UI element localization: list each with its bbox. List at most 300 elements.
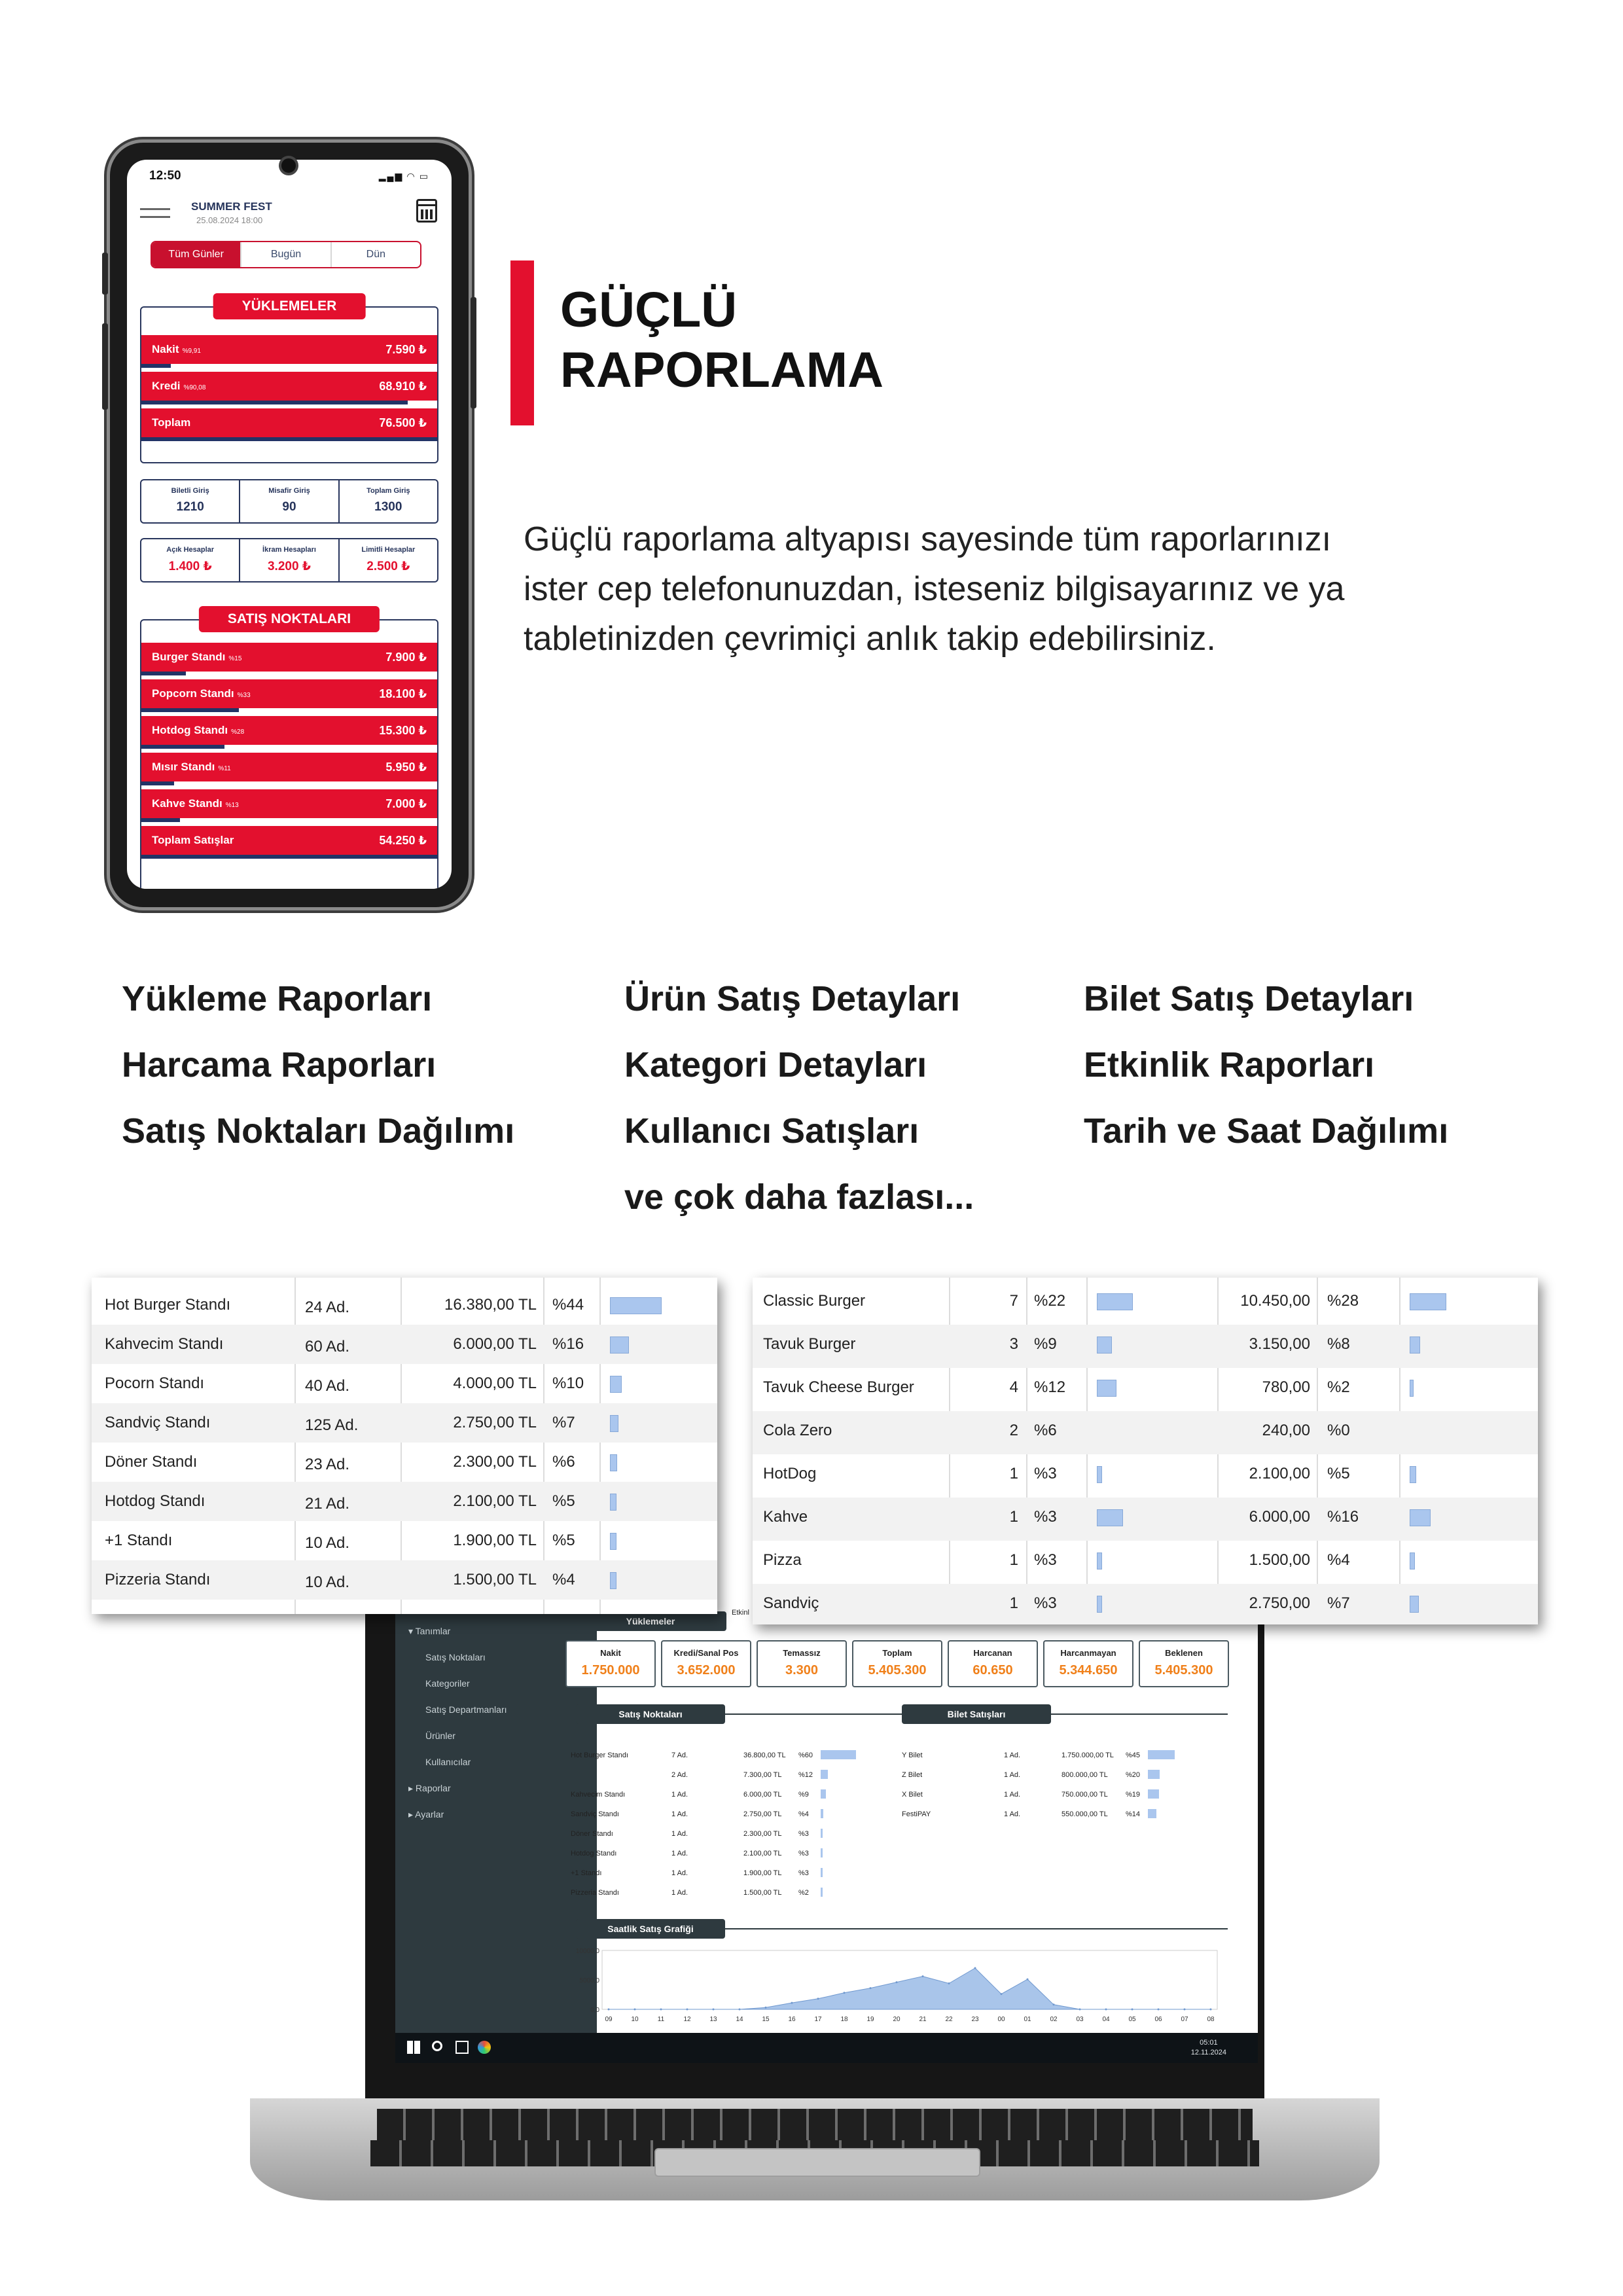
feature-item: Etkinlik Raporları — [1084, 1045, 1375, 1085]
row-qty-percent: %22 — [1034, 1292, 1066, 1310]
mini-share-bar — [821, 1868, 823, 1877]
stat-label: Toplam Giriş — [366, 487, 410, 495]
heading-line-2: RAPORLAMA — [560, 342, 883, 398]
row-name: Kahve — [763, 1508, 808, 1526]
x-tick-label: 22 — [945, 2016, 953, 2023]
sidebar-item[interactable]: ▸ Raporlar — [408, 1783, 451, 1793]
stat-label: Misafir Giriş — [268, 487, 310, 495]
stat-label: Açık Hesaplar — [166, 546, 215, 554]
row-percent: %5 — [552, 1492, 575, 1510]
row-label — [152, 380, 205, 393]
row-value: 7.000 ₺ — [385, 797, 427, 810]
stat-value: 1.400 ₺ — [168, 560, 212, 573]
row-percent: %9,91 — [182, 348, 201, 355]
mini-share-bar — [1148, 1809, 1156, 1818]
row-percent: %28 — [231, 728, 245, 736]
row-amount: 1.900,00 TL — [453, 1532, 537, 1549]
row-amount-percent: %5 — [1327, 1465, 1350, 1482]
mini-name: Y Bilet — [902, 1751, 923, 1759]
x-tick-label: 04 — [1102, 2016, 1110, 2023]
task-view-icon[interactable] — [455, 2041, 469, 2054]
row-name: Hot Burger Standı — [105, 1296, 231, 1314]
row-qty: 60 Ad. — [305, 1338, 350, 1355]
description: Güçlü raporlama altyapısı sayesinde tüm raporlarınızı ister cep telefonunuzdan, isteseniz bilgisayarınız ve ya tabletinizden çevrimiçi anlık takip edebilirsiniz. — [524, 520, 1345, 658]
kpi-card — [852, 1640, 942, 1687]
chart-point — [687, 2009, 688, 2011]
qty-share-bar — [1097, 1466, 1102, 1483]
x-tick-label: 21 — [919, 2016, 927, 2023]
event-tab[interactable]: Etkinl — [732, 1609, 749, 1617]
mini-qty: 1 Ad. — [671, 1889, 688, 1897]
kpi-label: Toplam — [882, 1648, 912, 1658]
row-name: Nakit — [152, 343, 179, 355]
loads-badge: YÜKLEMELER — [213, 293, 366, 319]
feature-item: Ürün Satış Detayları — [624, 979, 961, 1018]
amount-share-bar — [1410, 1552, 1415, 1570]
row-label — [152, 834, 234, 847]
row-amount-percent: %2 — [1327, 1378, 1350, 1396]
report-row[interactable] — [141, 716, 437, 745]
row-share-bar — [141, 818, 180, 822]
kpi-card — [757, 1640, 847, 1687]
mini-amount: 36.800,00 TL — [743, 1751, 786, 1759]
chart-point — [948, 1982, 950, 1984]
mini-percent: %19 — [1126, 1791, 1141, 1799]
chart-point — [922, 1975, 924, 1977]
x-tick-label: 07 — [1181, 2016, 1188, 2023]
mini-qty: 1 Ad. — [1004, 1751, 1021, 1759]
row-amount: 240,00 — [1262, 1422, 1310, 1439]
report-row[interactable] — [141, 335, 437, 364]
report-row[interactable] — [141, 643, 437, 672]
table-row — [753, 1454, 1538, 1498]
row-share-bar — [610, 1297, 662, 1314]
x-tick-label: 09 — [605, 2016, 613, 2023]
feature-item: Harcama Raporları — [122, 1045, 437, 1085]
windows-start-icon[interactable] — [407, 2041, 420, 2054]
accent-bar — [510, 260, 534, 425]
chart-point — [1105, 2009, 1107, 2011]
taskbar — [395, 2033, 1258, 2063]
calendar-icon[interactable] — [416, 199, 437, 223]
chart-point — [1210, 2009, 1212, 2011]
row-amount-percent: %0 — [1327, 1422, 1350, 1439]
row-amount: 780,00 — [1262, 1378, 1310, 1396]
row-amount: 1.500,00 TL — [453, 1571, 537, 1588]
row-name: Pizza — [763, 1551, 802, 1569]
kpi-label: Nakit — [600, 1648, 621, 1658]
row-amount: 6.000,00 — [1249, 1508, 1310, 1526]
row-percent: %11 — [218, 765, 231, 772]
row-amount: 2.100,00 TL — [453, 1492, 537, 1510]
sales-panel — [140, 619, 438, 889]
x-tick-label: 15 — [762, 2016, 770, 2023]
chart-point — [739, 2009, 741, 2011]
row-name: Classic Burger — [763, 1292, 866, 1310]
x-tick-label: 10 — [631, 2016, 639, 2023]
row-label — [152, 797, 239, 810]
report-row[interactable] — [141, 753, 437, 781]
row-value: 68.910 ₺ — [379, 379, 427, 393]
row-share-bar — [141, 437, 437, 441]
taskbar-date: 12.11.2024 — [1190, 2049, 1226, 2056]
row-amount-percent: %4 — [1327, 1551, 1350, 1569]
table-row — [92, 1285, 717, 1325]
amount-share-bar — [1410, 1380, 1414, 1397]
mini-percent: %12 — [798, 1771, 813, 1779]
mini-qty: 1 Ad. — [671, 1850, 688, 1857]
row-amount-percent: %8 — [1327, 1335, 1350, 1353]
feature-item: ve çok daha fazlası... — [624, 1177, 974, 1217]
row-share-bar — [141, 364, 171, 368]
x-tick-label: 08 — [1207, 2016, 1215, 2023]
chart-point — [660, 2009, 662, 2011]
mini-amount: 750.000,00 TL — [1061, 1791, 1108, 1799]
row-percent: %4 — [552, 1571, 575, 1588]
row-qty: 10 Ad. — [305, 1573, 350, 1591]
row-label — [152, 724, 244, 737]
sidebar-item[interactable]: Kategoriler — [425, 1678, 470, 1689]
x-tick-label: 05 — [1128, 2016, 1136, 2023]
mini-name: Sandviç Standı — [571, 1810, 619, 1818]
row-share-bar — [141, 401, 408, 404]
mini-amount: 550.000,00 TL — [1061, 1810, 1108, 1818]
report-row[interactable] — [141, 408, 437, 437]
phone-volume-button — [102, 323, 108, 410]
row-name: Tavuk Cheese Burger — [763, 1378, 914, 1396]
mini-amount: 7.300,00 TL — [743, 1771, 782, 1779]
mini-percent: %3 — [798, 1850, 809, 1857]
feature-column-1 — [122, 966, 514, 1164]
row-percent: %5 — [552, 1532, 575, 1549]
mini-qty: 1 Ad. — [1004, 1771, 1021, 1779]
row-share-bar — [610, 1336, 629, 1354]
stat-value: 3.200 ₺ — [267, 560, 312, 573]
row-share-bar — [141, 781, 174, 785]
report-row[interactable] — [141, 826, 437, 855]
table-row — [92, 1403, 717, 1443]
y-tick-label: 10000,0 — [575, 1948, 599, 1955]
tab-today[interactable]: Bugün — [241, 242, 331, 267]
row-qty-percent: %6 — [1034, 1422, 1057, 1439]
row-amount: 3.150,00 — [1249, 1335, 1310, 1353]
browser-icon[interactable] — [478, 2041, 491, 2054]
table-row — [92, 1482, 717, 1521]
x-tick-label: 11 — [657, 2016, 665, 2023]
menu-icon[interactable] — [140, 208, 170, 224]
row-share-bar — [610, 1533, 616, 1550]
row-qty: 1 — [1009, 1508, 1018, 1526]
chart-point — [1027, 1979, 1029, 1981]
row-percent: %13 — [225, 802, 239, 809]
row-percent: %16 — [552, 1335, 584, 1353]
stat-label: Limitli Hesaplar — [361, 546, 416, 554]
mini-name: FestiPAY — [902, 1810, 931, 1818]
mini-percent: %2 — [798, 1889, 809, 1897]
row-value: 15.300 ₺ — [379, 723, 427, 737]
status-time: 12:50 — [149, 169, 181, 183]
mini-amount: 800.000,00 TL — [1061, 1771, 1108, 1779]
chart-point — [896, 1981, 898, 1983]
row-share-bar — [141, 672, 186, 675]
report-row[interactable] — [141, 789, 437, 818]
kpi-value: 5.405.300 — [868, 1663, 927, 1677]
search-icon[interactable] — [432, 2041, 442, 2051]
qty-share-bar — [1097, 1552, 1102, 1570]
app-header — [127, 194, 452, 236]
row-share-bar — [610, 1415, 618, 1432]
sales-points-title: Satış Noktaları — [576, 1704, 725, 1724]
row-name: Toplam Satışlar — [152, 834, 234, 846]
row-qty: 40 Ad. — [305, 1377, 350, 1395]
row-name: Popcorn Standı — [152, 687, 234, 700]
chart-point — [1132, 2009, 1133, 2011]
feature-item: Tarih ve Saat Dağılımı — [1084, 1111, 1449, 1151]
mini-share-bar — [821, 1848, 823, 1857]
chart-point — [1158, 2009, 1160, 2011]
mini-name: Döner Standı — [571, 1830, 613, 1838]
row-label — [152, 651, 241, 664]
y-tick-label: 0,0 — [590, 2007, 599, 2014]
chart-point — [608, 2009, 610, 2011]
stat-cell — [240, 480, 339, 522]
heading-line-1: GÜÇLÜ — [560, 282, 738, 338]
mini-percent: %9 — [798, 1791, 809, 1799]
x-tick-label: 20 — [893, 2016, 901, 2023]
row-qty: 1 — [1009, 1465, 1018, 1482]
row-name: +1 Standı — [105, 1532, 173, 1549]
row-share-bar — [610, 1572, 616, 1589]
tab-all-days[interactable]: Tüm Günler — [152, 242, 241, 267]
table-row — [92, 1364, 717, 1403]
mini-amount: 2.100,00 TL — [743, 1850, 782, 1857]
kpi-label: Kredi/Sanal Pos — [673, 1648, 739, 1658]
sales-badge: SATIŞ NOKTALARI — [199, 606, 380, 632]
chart-point — [1184, 2009, 1186, 2011]
mini-amount: 1.500,00 TL — [743, 1889, 782, 1897]
row-amount: 2.100,00 — [1249, 1465, 1310, 1482]
row-name: HotDog — [763, 1465, 817, 1482]
mini-share-bar — [1148, 1770, 1160, 1779]
page-heading — [560, 280, 883, 401]
y-tick-label: 5000,0 — [579, 1977, 599, 1984]
mini-name: X Bilet — [902, 1791, 923, 1799]
sidebar-item[interactable]: Ürünler — [425, 1731, 455, 1741]
row-share-bar — [610, 1454, 617, 1471]
row-qty: 1 — [1009, 1551, 1018, 1569]
account-stats — [140, 538, 438, 583]
row-qty: 21 Ad. — [305, 1495, 350, 1513]
sidebar-item[interactable]: Satış Noktaları — [425, 1652, 486, 1662]
stat-value: 1210 — [176, 500, 204, 514]
table-row — [92, 1443, 717, 1482]
stat-cell — [240, 539, 339, 581]
mini-percent: %3 — [798, 1830, 809, 1838]
mini-qty: 1 Ad. — [1004, 1791, 1021, 1799]
chart-point — [870, 1987, 872, 1989]
row-value: 5.950 ₺ — [385, 760, 427, 774]
report-row[interactable] — [141, 679, 437, 708]
stat-value: 90 — [282, 500, 296, 514]
row-share-bar — [610, 1494, 616, 1511]
stat-value: 2.500 ₺ — [366, 560, 410, 573]
stat-cell — [141, 480, 240, 522]
signal-wifi-battery-icon: ▂▄▆ ◠ ▭ — [378, 170, 429, 181]
row-name: Kahve Standı — [152, 797, 223, 810]
mini-percent: %60 — [798, 1751, 813, 1759]
row-qty: 24 Ad. — [305, 1299, 350, 1316]
qty-share-bar — [1097, 1336, 1112, 1354]
tab-yesterday[interactable]: Dün — [366, 249, 385, 260]
sidebar-item[interactable]: Kullanıcılar — [425, 1757, 471, 1767]
x-tick-label: 00 — [997, 2016, 1005, 2023]
row-percent: %33 — [237, 692, 251, 699]
chart-point — [1001, 1993, 1003, 1995]
mini-share-bar — [821, 1789, 826, 1799]
row-qty-percent: %12 — [1034, 1378, 1066, 1396]
kpi-card — [948, 1640, 1038, 1687]
row-qty-percent: %9 — [1034, 1335, 1057, 1353]
row-name: Kredi — [152, 380, 181, 392]
row-name: Döner Standı — [105, 1453, 198, 1471]
row-qty: 125 Ad. — [305, 1416, 359, 1434]
row-amount: 2.750,00 TL — [453, 1414, 537, 1431]
row-percent: %15 — [228, 655, 242, 662]
x-tick-label: 06 — [1154, 2016, 1162, 2023]
row-name: Tavuk Burger — [763, 1335, 856, 1353]
event-title: SUMMER FEST — [191, 200, 272, 213]
table-row — [753, 1584, 1538, 1624]
feature-column-3 — [1084, 966, 1448, 1164]
mini-amount: 1.750.000,00 TL — [1061, 1751, 1114, 1759]
mini-share-bar — [1148, 1750, 1175, 1759]
row-label — [152, 416, 190, 429]
stat-cell — [141, 539, 240, 581]
mini-qty: 1 Ad. — [671, 1791, 688, 1799]
x-tick-label: 23 — [971, 2016, 979, 2023]
x-tick-label: 18 — [840, 2016, 848, 2023]
feature-item: Kategori Detayları — [624, 1045, 927, 1085]
row-name: Toplam — [152, 416, 191, 429]
row-label — [152, 687, 251, 700]
qty-share-bar — [1097, 1380, 1116, 1397]
ticket-sales-title: Bilet Satışları — [902, 1704, 1051, 1724]
row-percent: %7 — [552, 1414, 575, 1431]
row-amount: 1.500,00 — [1249, 1551, 1310, 1569]
row-qty: 4 — [1009, 1378, 1018, 1396]
amount-share-bar — [1410, 1466, 1416, 1483]
mini-share-bar — [821, 1750, 856, 1759]
entry-stats — [140, 479, 438, 524]
mini-qty: 1 Ad. — [1004, 1810, 1021, 1818]
chart-point — [844, 1992, 846, 1994]
row-qty: 2 — [1009, 1422, 1018, 1439]
row-amount: 6.000,00 TL — [453, 1335, 537, 1353]
report-row[interactable] — [141, 372, 437, 401]
table-row — [753, 1325, 1538, 1368]
taskbar-clock — [1191, 2038, 1226, 2058]
x-tick-label: 12 — [683, 2016, 691, 2023]
chart-point — [713, 2009, 715, 2011]
row-name: Cola Zero — [763, 1422, 832, 1439]
mini-qty: 1 Ad. — [671, 1830, 688, 1838]
feature-item: Satış Noktaları Dağılımı — [122, 1111, 515, 1151]
row-qty-percent: %3 — [1034, 1551, 1057, 1569]
qty-share-bar — [1097, 1293, 1133, 1310]
chart-point — [1079, 2009, 1081, 2011]
x-tick-label: 17 — [814, 2016, 822, 2023]
table-row — [753, 1282, 1538, 1325]
row-qty: 3 — [1009, 1335, 1018, 1353]
x-tick-label: 19 — [866, 2016, 874, 2023]
sidebar-item[interactable]: Satış Departmanları — [425, 1704, 507, 1715]
kpi-card — [661, 1640, 751, 1687]
amount-share-bar — [1410, 1509, 1431, 1526]
mini-percent: %20 — [1126, 1771, 1141, 1779]
table-row — [753, 1368, 1538, 1411]
mini-qty: 1 Ad. — [671, 1810, 688, 1818]
mini-name: Hotdog Standı — [571, 1850, 617, 1857]
mini-amount: 1.900,00 TL — [743, 1869, 782, 1877]
mini-qty: 2 Ad. — [671, 1771, 688, 1779]
sidebar-item[interactable]: ▾ Tanımlar — [408, 1626, 451, 1636]
feature-item: Bilet Satış Detayları — [1084, 979, 1414, 1018]
stat-label: İkram Hesapları — [262, 546, 316, 554]
row-share-bar — [141, 708, 239, 712]
kpi-value: 3.652.000 — [677, 1663, 736, 1677]
mini-name: Hot Burger Standı — [571, 1751, 629, 1759]
kpi-label: Harcanmayan — [1060, 1648, 1116, 1658]
row-qty: 23 Ad. — [305, 1456, 350, 1473]
mini-share-bar — [821, 1829, 823, 1838]
mini-qty: 1 Ad. — [671, 1869, 688, 1877]
mini-name: Z Bilet — [902, 1771, 923, 1779]
chart-point — [974, 1967, 976, 1969]
mini-percent: %4 — [798, 1810, 809, 1818]
mini-amount: 2.300,00 TL — [743, 1830, 782, 1838]
row-share-bar — [141, 745, 224, 749]
row-qty-percent: %3 — [1034, 1465, 1057, 1482]
table-row — [92, 1560, 717, 1600]
x-tick-label: 13 — [709, 2016, 717, 2023]
mini-percent: %14 — [1126, 1810, 1141, 1818]
kpi-card — [1043, 1640, 1133, 1687]
product-sales-table — [753, 1278, 1538, 1624]
x-tick-label: 02 — [1050, 2016, 1058, 2023]
row-amount-percent: %28 — [1327, 1292, 1359, 1310]
row-name: Pizzeria Standı — [105, 1571, 211, 1588]
mini-share-bar — [821, 1770, 828, 1779]
table-row — [753, 1498, 1538, 1541]
row-value: 7.590 ₺ — [385, 342, 427, 356]
kpi-value: 3.300 — [785, 1663, 819, 1677]
row-qty-percent: %3 — [1034, 1508, 1057, 1526]
chart-point — [634, 2009, 636, 2011]
amount-share-bar — [1410, 1293, 1446, 1310]
row-value: 18.100 ₺ — [379, 687, 427, 700]
table-row — [753, 1541, 1538, 1584]
row-percent: %90,08 — [183, 384, 206, 391]
feature-column-2 — [624, 966, 974, 1230]
sidebar-item[interactable]: ▸ Ayarlar — [408, 1809, 444, 1820]
row-qty-percent: %3 — [1034, 1594, 1057, 1612]
mini-share-bar — [821, 1809, 823, 1818]
stat-label: Biletli Giriş — [171, 487, 209, 495]
feature-item: Yükleme Raporları — [122, 979, 433, 1018]
kpi-card — [565, 1640, 656, 1687]
mini-percent: %45 — [1126, 1751, 1141, 1759]
row-qty: 1 — [1009, 1594, 1018, 1612]
